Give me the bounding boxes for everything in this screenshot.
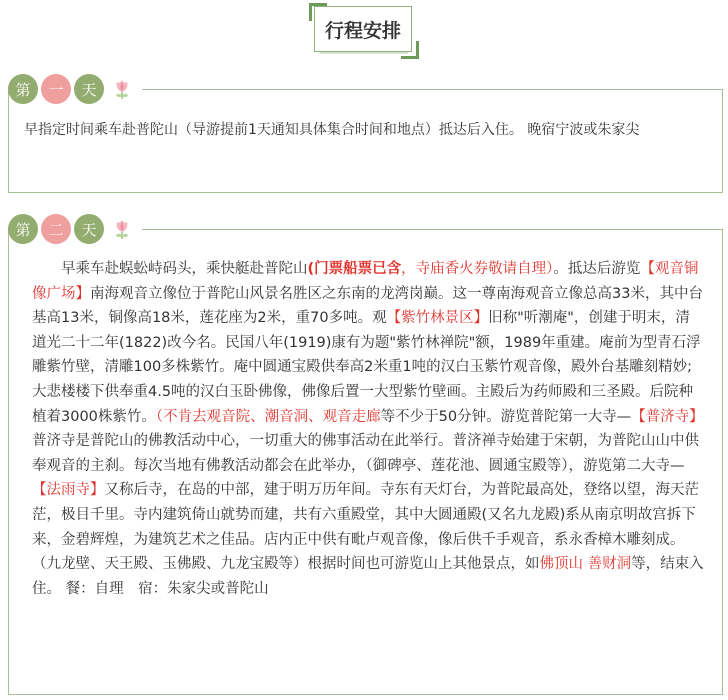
title-box (314, 6, 412, 52)
text-segment: 普济寺是普陀山的佛教活动中心，一切重大的佛事活动在此举行。普济禅寺始建于宋朝，为普陀山山中供奉观音的主刹。每次当地有佛教活动都会在此举办，（御碑亭、莲花池、圆通宝殿等），游览第二大寺— (32, 433, 699, 474)
attraction-foding-shancai: 佛顶山 善财洞 (539, 556, 632, 573)
text-segment: 早乘车赴蜈蚣峙码头，乘快艇赴普陀山 (61, 261, 308, 277)
day-1-header (8, 74, 133, 104)
text-segment: 又称后寺，在岛的中部，建于明万历年间。寺东有天灯台，为普陀最高处，登络以望，海天茫茫，极目千里。寺内建筑倚山就势而建，共有六重殿堂，其中大圆通殿(又名九龙殿)系从南京明故宫拆下来，金碧辉煌，为建筑艺术之佳品。店内正中供有毗卢观音像，像后供千手观音，系永香樟木雕刻成。（九龙壁、天王殿、玉佛殿、九龙宝殿等）根据时间也可游览山上其他景点，如 (32, 482, 699, 573)
text-segment: 南海观音立像位于普陀山风景名胜区之东南的龙湾岗巅。这一尊南海观音立像总高33米，其中台基高13米，铜像高18米，莲花座为2米，重70多吨。观 (32, 285, 703, 327)
section-title (314, 6, 414, 54)
day-badge-day: 天 (74, 214, 104, 244)
incense-note-highlight: ，寺庙香火券敬请自理） (401, 261, 554, 277)
day-1-description: 早指定时间乘车赴普陀山（导游提前1天通知具体集合时间和地点）抵达后入住。 晚宿宁波或朱家尖 (24, 122, 640, 138)
attraction-guanyin-statue: 【观音铜像广场】 (32, 261, 699, 302)
attraction-puji-temple: 【普济寺】 (631, 408, 704, 425)
day-2-header (8, 214, 133, 244)
day-2-description (32, 257, 704, 601)
day-badge-number: 一 (41, 74, 71, 104)
text-segment: 旧称"听潮庵"，创建于明末，清道光二十二年(1822)改今名。民国八年(1919)康有为题"紫竹林禅院"额，1989年重建。庵前为型青石浮雕紫竹壁，清雕100多株紫竹。庵中圆通宝殿供奉高2米重1吨的汉白玉紫竹观音像，殿外台基雕刻精妙;大悲楼楼下供奉重4.5吨的汉白玉卧佛像，佛像后置一大型紫竹壁画。主殿后为药师殿和三圣殿。后院种植着3000株紫竹。 (32, 310, 701, 425)
title-corner-decoration (309, 3, 327, 21)
flower-icon (111, 217, 133, 241)
day-badge-first: 第 (8, 214, 38, 244)
title-text: 行程安排 (324, 19, 401, 42)
title-corner-decoration (401, 41, 419, 59)
attraction-zizhulin: 【紫竹林景区】 (386, 310, 489, 327)
text-segment: 。抵达后游览 (553, 261, 641, 277)
attraction-fayu-temple: 【法雨寺】 (32, 482, 105, 499)
day-badge-number: 二 (41, 214, 71, 244)
day-badge-day: 天 (74, 74, 104, 104)
text-segment: 等不少于50分钟。游览普陀第一大寺— (380, 408, 632, 425)
flower-icon (111, 77, 133, 101)
text-segment: 等，结束入住。 餐：自理 宿：朱家尖或普陀山 (32, 556, 704, 597)
day-badge-first: 第 (8, 74, 38, 104)
attraction-list-highlight: （不肯去观音院、潮音洞、观音走廊 (155, 408, 381, 425)
ticket-note-highlight: (门票船票已含 (307, 261, 402, 277)
